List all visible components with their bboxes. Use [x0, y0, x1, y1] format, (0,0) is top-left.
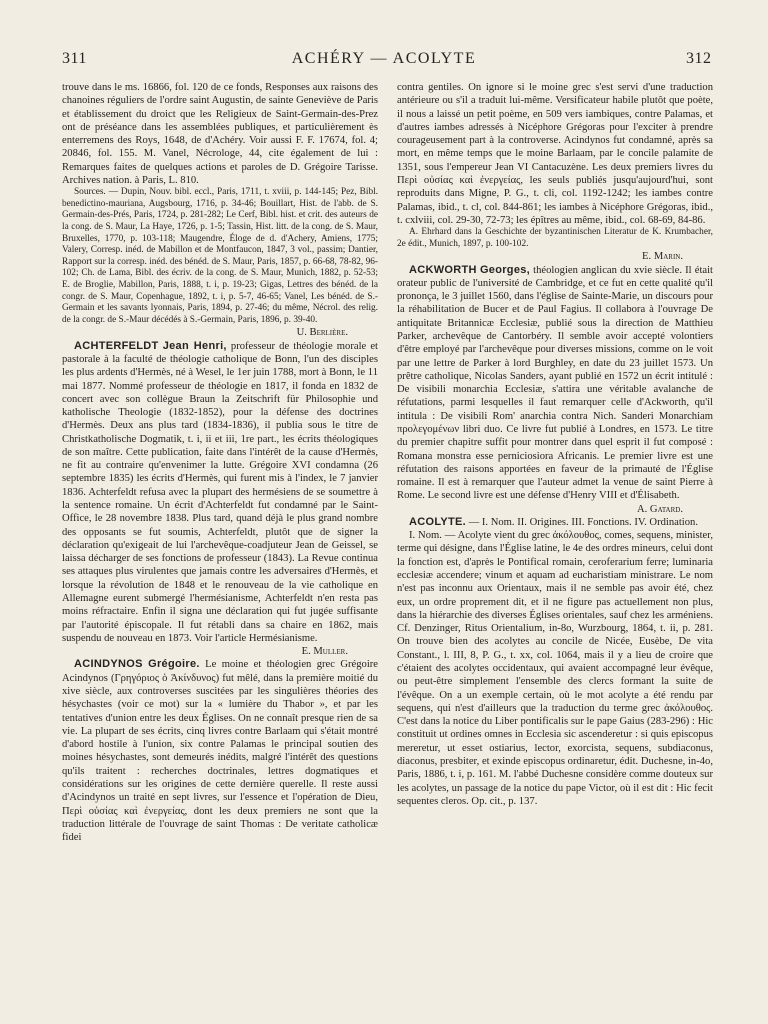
entry-acolyte — [397, 516, 713, 529]
entry-ackworth — [397, 264, 713, 503]
signature-marin: E. Marin. — [642, 251, 683, 263]
signature-gatard: A. Gatard. — [636, 503, 683, 515]
headword-acolyte: ACOLYTE. — [409, 515, 467, 528]
acindynos-continuation: contra gentiles. On ignore si le moine grec s'est servi d'une traduction antérieure ou s'il a traduit lui-même. Versificateur habile plutôt que poète, il nous a laissé un petit poème, en 509 vers iambiques, contre Palamas, et d'autres iambes adressés à Nicéphore Grégoras pour l'exciter à prendre courageusement part à la controverse. Acindynos fut condamné, après sa mort, en même temps que le moine Barlaam, par le concile palamite de 1351, sous l'empereur Jean VI Cantacuzène. Les deux premiers livres du Περὶ οὐσίας καὶ ἐνεργείας, les seuls publiés jusqu'aujourd'hui, sont reproduits dans Migne, P. G., t. cli, col. 1192-1242; les iambes contre Palamas, ibid., t. cl, col. 844-861; les iambes à Nicéphore Grégoras, ibid., t. cxlviii, col. 29-30, 72-73; les épîtres au même, ibid., col. 68-69, 84-86. — [397, 82, 713, 226]
forenames-acindynos: Grégoire. — [148, 658, 200, 671]
acolyte-nom-section: I. Nom. — Acolyte vient du grec ἀκόλουθος, comes, sequens, minister, terme qui désigne, dans l'Église latine, le 4e des ordres mineurs, celui dont la fonction est, d'après le Pontifical romain, ceroferarium ferre; luminaria ecclesiæ accendere; vinum et aquam ad eucharistiam ministrare. Le nom n'est pas inconnu aux Orientaux, mais il ne semble pas avoir été, chez eux, un ordre proprement dit, et il ne figure pas actuellement non plus, dans la hiérarchie des diverses Églises orientales, sauf chez les arméniens. Cf. Denzinger, Ritus Orientalium, in-8o, Wurzbourg, 1864, t. ii, p. 281. On trouve bien des acolytes au concile de Nicée, Eusèbe, De vita Constant., l. III, 8, P. G., t. xx, col. 1064, mais il y a lieu de croire que c'étaient des acolytes occidentaux, qui avaient accompagné leur évêque, ou peut-être simplement l'ensemble des clercs formant la suite de l'évêque. On a un exemple certain, où le mot acolyte a été rendu par sequens, qui n'est d'ailleurs que la traduction du terme grec ἀκόλουθος. C'est dans la notice du Liber pontificalis sur le pape Gaius (283-296) : Hic constituit ut ordines omnes in Ecclesia sic ascenderetur : si quis episcopus mereretur, ut esset ostiarius, lector, exorcista, sequens, subdiaconus, diaconus, presbiter, et exinde episcopus ordinaretur, édit. Duchesne, in-4o, Paris, 1886, t. i, p. 161. M. l'abbé Duchesne considère comme douteux sur les acolytes, un passage de la notice du pape Victor, où il est dit : Hic fecit sequentes cleros. Op. cit., p. 137. — [397, 530, 713, 807]
signature-berliere: U. Berlière. — [296, 327, 348, 339]
forenames-ackworth: Georges, — [479, 263, 531, 276]
headword-acindynos: ACINDYNOS — [74, 658, 143, 671]
entry-achterfeldt — [62, 340, 378, 645]
achery-sources: Sources. — Dupin, Nouv. bibl. eccl., Paris, 1711, t. xviii, p. 144-145; Pez, Bibl. benedictino-mauriana, Augsbourg, 1716, p. 34-46; Bouillart, Hist. de l'abb. de S. Germain-des-Prés, Paris, 1724, p. 281-282; Le Cerf, Bibl. hist. et crit. des auteurs de la cong. de S. Maur, La Haye, 1726, p. 1-5; Tassin, Hist. litt. de la cong. de S. Maur, Bruxelles, 1770, p. 103-118; Maugendre, Éloge de d. d'Achery, Amiens, 1775; Valery, Corresp. inéd. de Mabillon et de Montfaucon, 1847, 3 vol., passim; Dantier, Rapport sur la corresp. inéd. des bénéd. de S. Maur, Paris, 1857, p. 66-68, 78-82, 96-102; Ch. de Lama, Bibl. des écriv. de la cong. de S. Maur, Munich, 1882, p. 52-53; E. de Broglie, Mabillon, Paris, 1888, t. i, p. 19-23; Gigas, Lettres des bénéd. de la congr. de S. Maur, Copenhague, 1892, t. i, p. 5-7, 46-65; Vanel, Les bénéd. de S.-Germain et les savants lyonnais, Paris, 1894, p. 27-46; du même, Nécrol. des relig. de la congr. de S.-Maur décédés à S.-Germain, Paris, 1896, p. 39-40. — [62, 187, 378, 325]
signature-muller: E. Muller. — [301, 646, 348, 658]
acindynos-reference: A. Ehrhard dans la Geschichte der byzantinischen Literatur de K. Krumbacher, 2e édit., Munich, 1897, p. 100-102. — [397, 227, 713, 249]
body-achterfeldt: professeur de théologie morale et pastorale à la faculté de théologie catholique de Bonn, l'un des disciples les plus ardents d'Hermès, né à Wesel, le 1er juin 1788, mort à Bonn, le 11 mai 1877. Nommé professeur de théologie en 1817, il fonda en 1832 de concert avec son collègue Braun la Zeitschrift für Philosophie und katholische Theologie (1832-1852), pour la défense des doctrines d'Hermès. Deux ans plus tard (1834-1836), il publia sous le titre de Christkatholische Dogmatik, t. i, ii et iii, 1re part., les écrits théologiques de son maître. Cette publication, faite dans l'intérêt de la cause d'Hermès, ne fit au contraire qu'envenimer la lutte. Grégoire XVI condamna (26 septembre 1835) les écrits d'Hermès, qui furent mis à l'index, le 7 janvier 1836. Achterfeldt refusa avec la plupart des hermésiens de se soumettre à la sentence romaine. Un écrit d'Achterfeldt fut condamné par le Saint-Office, le 28 novembre 1838. Plus tard, quand déjà le plus grand nombre des opposants se fut soumis, Achterfeldt, plutôt que de signer la déclaration qu'exigeait de lui l'archevêque-coadjuteur Jean de Geissel, se laissa décharger de ses fonctions de professeur (1843). La Revue continua ses attaques plus virulentes que jamais contre les adversaires d'Hermès, et lorsque la révolution de 1848 et le renouveau de la vie catholique en Allemagne eurent submergé l'hermésianisme, Achterfeldt n'en resta pas moins réfractaire. Enfin il signa une déclaration qui fut jugée suffisante par l'autorité épiscopale. Il fut rétabli dans sa chaire en 1862, mais suspendu de nouveau en 1873. Voir l'article Hermésianisme. — [62, 340, 378, 644]
headword-achterfeldt: ACHTERFELDT — [74, 339, 159, 352]
headword-ackworth: ACKWORTH — [409, 263, 477, 276]
forenames-achterfeldt: Jean Henri, — [162, 339, 227, 352]
running-title: ACHÉRY — ACOLYTE — [291, 50, 477, 67]
body-acindynos: Le moine et théologien grec Grégoire Acindynos (Γρηγόριος ὁ Ἀκίνδυνος) fut mêlé, dans la première moitié du xive siècle, aux controverses suscitées par les singulières théories des hésychastes (voir ce mot) sur la « lumière du Thabor », et par les tentatives d'union entre les deux Églises. On ne connaît presque rien de sa vie. La plupart de ses écrits, cinq livres contre Barlaam qui s'était montré d'abord hostile à l'union, six contre Palamas le principal soutien des moines hésychastes, sont demeurés inédits, malgré l'intérêt des questions qu'ils traitent : recherches doctrinales, lettres dogmatiques et considérations sur les origines de cette dernière querelle. Il reste aussi d'Acindynos un traité en sept livres, sur l'essence et l'opération de Dieu, Περὶ οὐσίας καὶ ἐνεργείας, dont les deux premiers ne sont que la traduction littérale de l'ouvrage de saint Thomas : De veritate catholicæ fidei — [62, 659, 378, 844]
entry-acindynos — [62, 658, 378, 844]
right-column — [397, 81, 713, 808]
achery-continuation: trouve dans le ms. 16866, fol. 120 de ce fonds, Responses aux raisons des chanoines réguliers de l'ordre saint Augustin, de sainte Geneviève de Paris et établissement du droict que les Religieux de Saint-Germain-des-Prez ont de préséance dans les assemblées publiques, et particulièrement ès enterremens des Roys, 1648, de d'Achéry. Voir aussi F. F. 17674, fol. 4; 20846, fol. 155. M. Vanel, Nécrologe, 44, cite également de lui : Remarques faites de quelques actions et paroles de D. Grégoire Tarisse. Archives nation. à Paris, L. 810. — [62, 82, 378, 186]
acolyte-outline: — I. Nom. II. Origines. III. Fonctions. IV. Ordination. — [466, 516, 698, 528]
body-ackworth: théologien anglican du xvie siècle. Il était orateur public de l'université de Cambridge, et ce fut en cette qualité qu'il prononça, le 3 juillet 1560, dans l'église de Sainte-Marie, un discours pour la réhabilitation de Bucer et de Paul Fagius. Il collabora à l'ouvrage De antiquitate Britannicæ Ecclesiæ, publié sous la direction de Matthieu Parker, archevêque de Cantorbéry. Il semble avoir accepté volontiers d'être employé par l'archevêque pour diverses missions, comme on le voit par une lettre de Parker à lord Burghley, en date du 23 juillet 1573. Un prêtre catholique, Nicolas Sanders, ayant publié en 1572 un écrit intitulé : De visibili monarchia Ecclesiæ, s'attira une véritable avalanche de réfutations, parmi lesquelles il faut remarquer celle d'Ackworth, qu'il intitula : De visibili Rom' anarchia contra Nich. Sanderi Monarchiam προλεγομένων libri duo. Ce livre fut publié à Londres, en 1573. Le titre du premier chapitre suffit pour montrer dans quel esprit il fut composé : Romana monstra esse perniciosiora Africanis. Le premier livre est une réfutation des raisons apportées en faveur de la primauté de l'Église romaine. Il est à remarquer que l'auteur admet la venue de saint Pierre à Rome. Le second livre est une défense d'Henry VIII et d'Élisabeth. — [397, 264, 713, 502]
page-number-left: 311 — [62, 50, 87, 67]
page-number-right: 312 — [686, 50, 712, 67]
left-column — [62, 81, 378, 844]
